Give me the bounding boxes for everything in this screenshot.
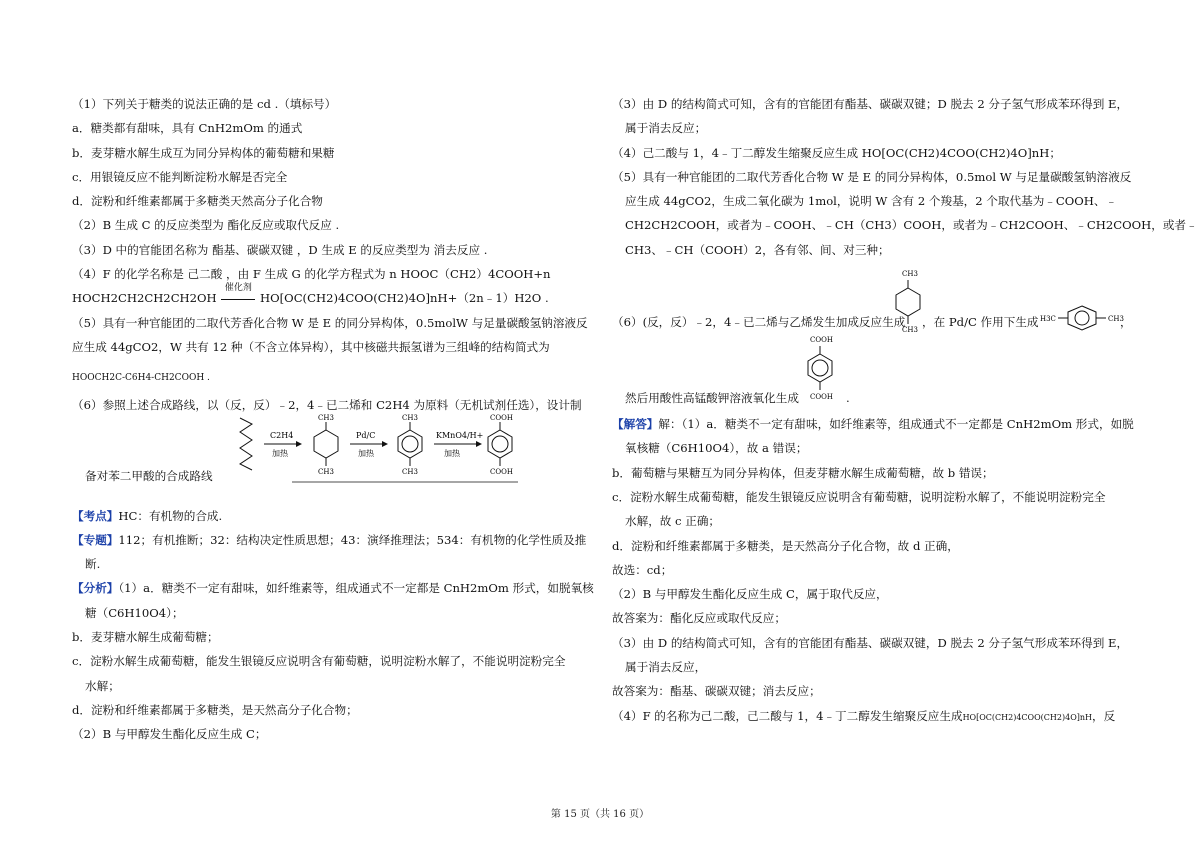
jieda-3-cont: 属于消去反应， [625,660,707,675]
fenxi-d: d．淀粉和纤维素都属于多糖类，是天然高分子化合物； [72,702,358,717]
aromatic-circle [812,360,828,376]
xylene-ring [1068,306,1096,330]
reagent-1: C2H4 [270,430,294,440]
option-c: c．用银镜反应不能判断淀粉水解是否完全 [72,169,288,184]
ch3-label: CH3 [902,270,918,279]
analysis-5-cont-2: CH2CH2COOH，或者为﹣COOH、﹣CH（CH3）COOH，或者为﹣CH2COOH、﹣CH2COOH，或者﹣ [625,218,1198,233]
jieda-tag: 【解答】 [612,417,659,432]
cooh-label: COOH [490,467,513,476]
analysis-6-text-a: （6）(反，反）﹣2，4﹣已二烯与乙烯发生加成反应生成 [612,315,906,330]
analysis-6-block [612,262,1132,412]
jieda-4-end: ，反 [1092,708,1116,723]
hexadiene-chain [240,418,252,470]
fenxi-text: （1）a．糖类不一定有甜味，如纤维素等，组成通式不一定都是 CnH2mOm 形式，如脱氧核 [118,581,594,596]
question-5-cont: 应生成 44gCO2，W 共有 12 种（不含立体异构），其中核磁共振氢谱为三组峰的结构简式为 [72,339,550,354]
analysis-5: （5）具有一种官能团的二取代芳香化合物 W 是 E 的同分异构体，0.5mol W 与足量碳酸氢钠溶液反 [612,169,1132,184]
jieda-4 [612,704,1132,728]
zhuanti-line [72,528,592,552]
arrowhead-icon [476,441,482,447]
jieda-c-cont: 水解，故 c 正确； [625,514,721,529]
jieda-d: d．淀粉和纤维素都属于多糖类，是天然高分子化合物，故 d 正确， [612,538,959,553]
jieda-4-text: （4）F 的名称为己二酸，己二酸与 1，4﹣丁二醇发生缩聚反应生成 [612,708,963,723]
fenxi-c: c．淀粉水解生成葡萄糖，能发生银镜反应说明含有葡萄糖，说明淀粉水解了，不能说明淀粉完全 [72,654,566,669]
analysis-5-cont-1: 应生成 44gCO2，生成二氧化碳为 1mol，说明 W 含有 2 个羧基，2 个取代基为﹣COOH、﹣ [625,194,1118,209]
jieda-4-polymer: HO[OC(CH2)4COO(CH2)4O]nH [962,712,1092,722]
analysis-6-text-c: ， [1120,315,1132,330]
jieda-text: 解：（1）a．糖类不一定有甜味，如纤维素等，组成通式不一定都是 CnH2mOm 形式，如脱 [658,417,1134,432]
jieda-choice: 故选：cd； [612,562,673,577]
arrowhead-icon [382,441,388,447]
cyclohexene-ring [314,430,338,458]
ch3-label: CH3 [402,413,418,422]
analysis-3: （3）由 D 的结构简式可知，含有的官能团有酯基、碳碳双键；D 脱去 2 分子氢气形成苯环得到 E， [612,97,1129,111]
h3c-label: H3C [1040,315,1056,324]
ch3-label: CH3 [318,413,334,422]
equation-line [72,283,592,310]
jieda-cont-1: 氧核糖（C6H10O4），故 a 错误； [625,441,808,456]
jieda-c: c．淀粉水解生成葡萄糖，能发生银镜反应说明含有葡萄糖，说明淀粉水解了，不能说明淀粉完全 [612,489,1106,504]
condition-3: 加热 [444,448,460,458]
cooh-label: COOH [810,336,833,345]
ch3-label: CH3 [318,467,334,476]
option-d: d．淀粉和纤维素都属于多糖类天然高分子化合物 [72,194,323,209]
aromatic-circle [1075,311,1089,325]
analysis-6-text-b: ，在 Pd/C 作用下生成 [922,315,1039,330]
synthesis-route-diagram [222,410,522,492]
answer-structure [72,359,592,393]
fenxi-tag: 【分析】 [72,581,119,596]
jieda-b: b．葡萄糖与果糖互为同分异构体，但麦芽糖水解生成葡萄糖，故 b 错误； [612,465,994,480]
analysis-4: （4）己二酸与 1，4﹣丁二醇发生缩聚反应生成 HO[OC(CH2)4COO(CH2)4O]nH； [612,145,1061,160]
ch3-label: CH3 [402,467,418,476]
left-column [72,92,592,747]
analysis-3-cont: 属于消去反应； [625,121,707,136]
reagent-3: KMnO4/H+ [436,430,484,440]
aromatic-circle [402,436,418,452]
fenxi-cont-1: 糖（C6H10O4）； [85,605,184,620]
analysis-6-text-d: 然后用酸性高锰酸钾溶液氧化生成 [625,391,799,406]
structure-formula: HOOCH2C-C6H4-CH2COOH . [72,373,210,384]
right-column [612,92,1198,728]
question-3: （3）D 中的官能团名称为 酯基、碳碳双键 ，D 生成 E 的反应类型为 消去反应 . [72,242,488,257]
analysis-6-end: . [846,391,850,406]
route-intro: 备对苯二甲酸的合成路线 [85,468,213,483]
condition-2: 加热 [358,448,374,458]
page-footer: 第 15 页（共 16 页） [550,809,650,820]
zhuanti-tag: 【专题】 [72,532,119,547]
fenxi-b: b．麦芽糖水解生成葡萄糖； [72,630,219,645]
cooh-label: COOH [490,413,513,422]
question-6: （6）参照上述合成路线，以（反，反）﹣2，4﹣已二烯和 C2H4 为原料（无机试剂任选），设计制 [72,398,582,413]
synthesis-route [72,413,592,490]
fenxi-c-cont: 水解； [85,678,120,693]
cooh-label: COOH [810,393,833,402]
jieda-3: （3）由 D 的结构简式可知，含有的官能团有酯基、碳碳双键，D 脱去 2 分子氢气形成苯环得到 E， [612,635,1129,650]
ch3-label: CH3 [902,326,918,335]
analysis-5-cont-3: CH3、﹣CH（COOH）2，各有邻、间、对三种； [625,242,890,257]
ch3-label: CH3 [1108,315,1124,324]
catalyst-arrow [220,283,256,310]
option-a: a．糖类都有甜味，具有 CnH2mOm 的通式 [72,121,303,136]
butanediol: HOCH2CH2CH2CH2OH [72,291,217,306]
reagent-2: Pd/C [356,430,376,440]
aromatic-circle [492,436,508,452]
catalyst-label: 催化剂 [224,283,252,294]
zhuanti-text: 112；有机推断；32：结构决定性质思想；43：演绎推理法；534：有机物的化学性质及推 [118,532,587,547]
question-1: （1）下列关于糖类的说法正确的是 cd .（填标号） [72,97,337,111]
jieda-3-answer: 故答案为：酯基、碳碳双键；消去反应； [612,684,821,699]
condition-1: 加热 [272,448,288,458]
zhuanti-cont: 断. [85,557,101,572]
jieda-2: （2）B 与甲醇发生酯化反应生成 C，属于取代反应， [612,587,888,602]
kaodian-text: HC：有机物的合成. [118,508,223,523]
question-5: （5）具有一种官能团的二取代芳香化合物 W 是 E 的同分异构体，0.5molW 与足量碳酸氢钠溶液反 [72,315,588,330]
jieda-2-answer: 故答案为：酯化反应或取代反应； [612,611,786,626]
kaodian-line [72,504,592,528]
fenxi-2: （2）B 与甲醇发生酯化反应生成 C； [72,727,267,742]
jieda-line [612,412,1132,436]
question-4: （4）F 的化学名称是 己二酸 ，由 F 生成 G 的化学方程式为 n HOOC（CH2）4COOH+n [72,267,551,282]
question-2: （2）B 生成 C 的反应类型为 酯化反应或取代反应 . [72,218,340,233]
option-b: b．麦芽糖水解生成互为同分异构体的葡萄糖和果糖 [72,145,335,160]
fenxi-line [72,576,592,600]
kaodian-tag: 【考点】 [72,508,119,523]
arrowhead-icon [296,441,302,447]
polymer-product: HO[OC(CH2)4COO(CH2)4O]nH+（2n﹣1）H2O . [260,291,549,306]
